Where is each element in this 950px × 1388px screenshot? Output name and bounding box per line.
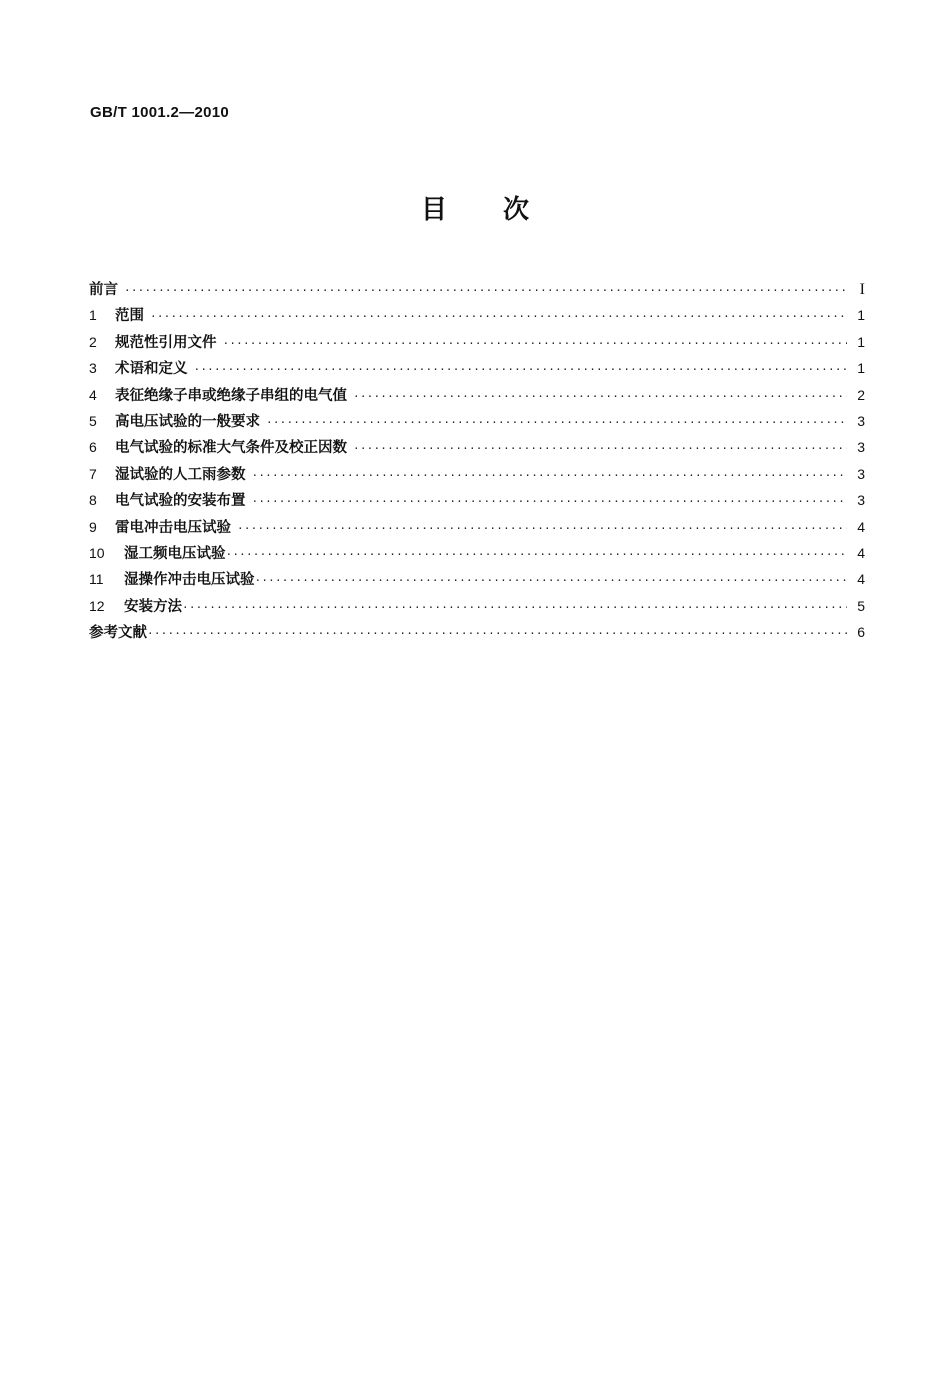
toc-page-number: 1 (857, 360, 865, 377)
toc-number: 1 (89, 307, 97, 324)
toc-number: 8 (89, 492, 97, 509)
toc-dot-leader (353, 391, 847, 402)
toc-dot-leader (237, 523, 847, 534)
toc-entry-5[interactable] (89, 410, 865, 436)
toc-number: 2 (89, 333, 97, 350)
page-title (0, 189, 950, 226)
toc-number: 9 (89, 518, 97, 535)
toc-label: 电气试验的标准大气条件及校正因数 (115, 440, 347, 457)
toc-page-number: 4 (857, 544, 865, 561)
toc-page-number: 3 (857, 439, 865, 456)
toc-entry-4[interactable] (89, 384, 865, 410)
toc-number: 5 (89, 412, 97, 429)
toc-dot-leader (194, 364, 848, 375)
toc-label: 湿试验的人工雨参数 (115, 466, 246, 483)
toc-label: 高电压试验的一般要求 (115, 413, 260, 430)
toc-page-number: 3 (857, 465, 865, 482)
toc-dot-leader (182, 602, 847, 613)
toc-label: 安装方法 (124, 598, 182, 615)
toc-dot-leader (252, 470, 848, 481)
toc-entry-11[interactable] (89, 568, 865, 594)
toc-dot-leader (252, 496, 848, 507)
toc-dot-leader (223, 338, 848, 349)
toc-page-number: 1 (857, 307, 865, 324)
toc-entry-2[interactable] (89, 331, 865, 357)
toc-label: 参考文献 (89, 625, 147, 642)
toc-dot-leader (150, 311, 847, 322)
toc-number: 10 (89, 544, 105, 561)
toc-entry-references[interactable] (89, 621, 865, 647)
toc-page-number: 2 (857, 386, 865, 403)
toc-label: 前言 (89, 282, 118, 298)
toc-number: 12 (89, 597, 105, 614)
toc-dot-leader (353, 443, 847, 454)
toc-page-number: 6 (857, 624, 865, 641)
toc-number: 11 (89, 571, 104, 588)
toc-number: 6 (89, 439, 97, 456)
toc-label: 术语和定义 (115, 361, 188, 378)
toc-page-number: 3 (857, 412, 865, 429)
toc-page-number: 4 (857, 518, 865, 535)
toc-label: 表征绝缘子串或绝缘子串组的电气值 (115, 387, 347, 404)
toc-label: 规范性引用文件 (115, 334, 217, 351)
toc-entry-6[interactable] (89, 436, 865, 462)
toc-page-number: 1 (857, 333, 865, 350)
toc-entry-3[interactable] (89, 357, 865, 383)
toc-entry-1[interactable] (89, 304, 865, 330)
toc-dot-leader (147, 628, 847, 639)
toc-entry-9[interactable] (89, 516, 865, 542)
toc-dot-leader (226, 549, 848, 560)
toc-entry-7[interactable] (89, 463, 865, 489)
toc-label: 湿操作冲击电压试验 (124, 572, 255, 589)
toc-entry-8[interactable] (89, 489, 865, 515)
standard-code: GB/T 1001.2—2010 (90, 104, 230, 121)
toc-entry-12[interactable] (89, 595, 865, 621)
toc-dot-leader (255, 575, 848, 586)
toc-label: 雷电冲击电压试验 (115, 519, 231, 536)
toc-page-number: 5 (857, 597, 865, 614)
toc-page-number: 4 (857, 571, 865, 588)
toc-number: 7 (89, 465, 97, 482)
toc-number: 4 (89, 386, 97, 403)
page-title-char-2: 次 (503, 195, 530, 225)
toc-page-number: 3 (857, 492, 865, 509)
toc-page-number: I (859, 281, 865, 298)
toc-dot-leader (124, 285, 847, 296)
toc-label: 范围 (115, 308, 144, 325)
toc-entry-10[interactable] (89, 542, 865, 568)
toc-label: 电气试验的安装布置 (115, 493, 246, 510)
toc-number: 3 (89, 360, 97, 377)
toc-dot-leader (266, 417, 847, 428)
page-title-char-1: 目 (420, 195, 447, 225)
toc-entry-foreword[interactable] (89, 278, 865, 304)
table-of-contents (89, 278, 865, 647)
toc-label: 湿工频电压试验 (124, 545, 226, 562)
